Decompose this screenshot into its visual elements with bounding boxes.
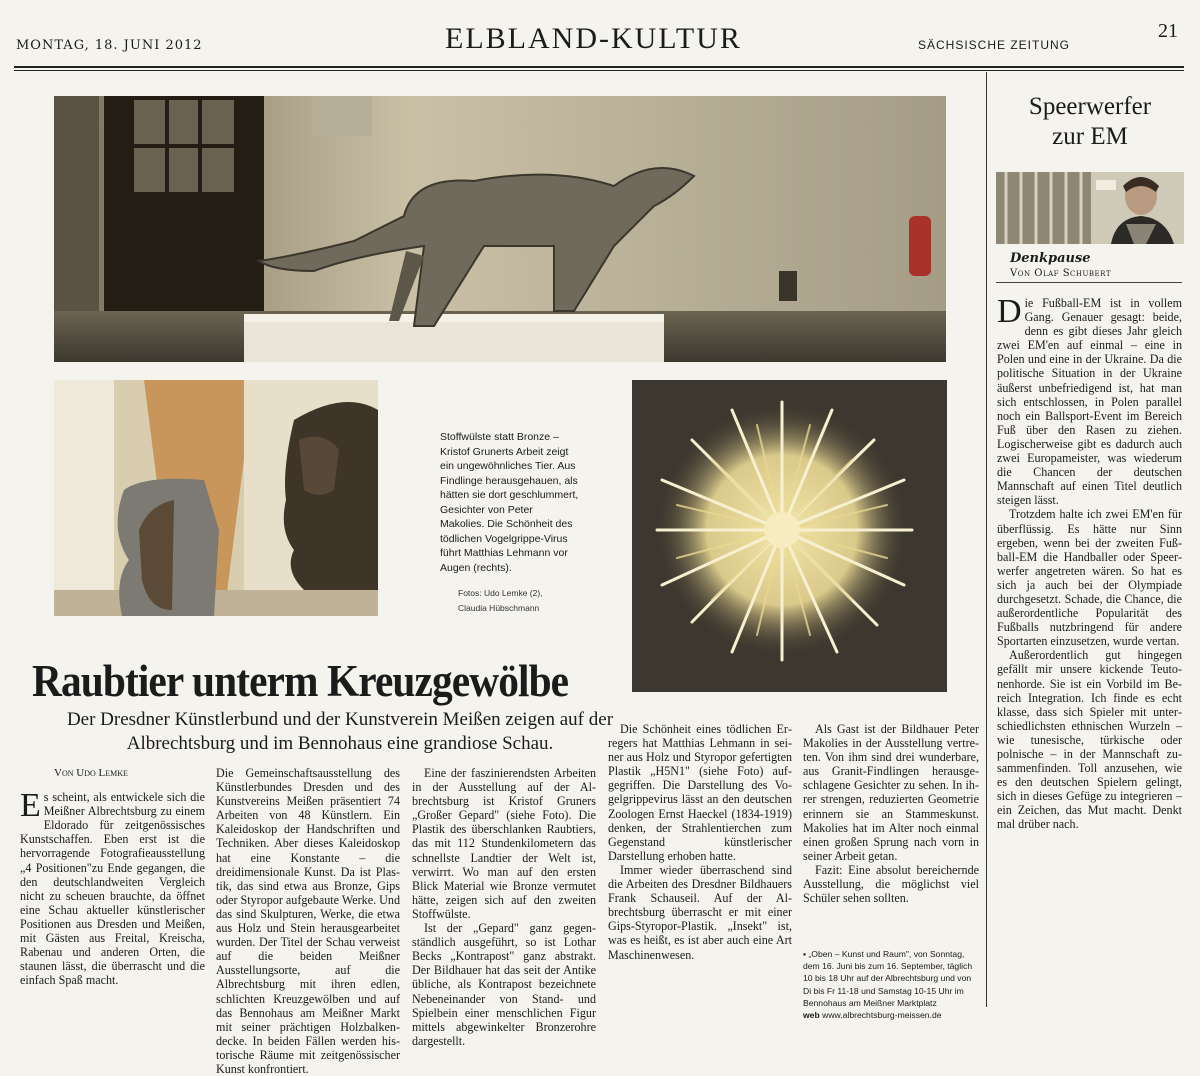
photo-caption: Stoffwülste statt Bronze – Kristof Grunerts Arbeit zeigt ein ungewöhnliches Tier. Aus Findlinge herausgehauen, als hätten sie dort geschlummert, Gesichter von Peter Makolies. Die Schönheit des tödlichen Vogelgrippe-Virus führt Matthias Lehmann vor Augen (rechts). — [440, 431, 579, 574]
sidebar-paragraph: Außerordentlich gut hingegen gefällt mir unsere kickende Teutonenhorde. Sie ist ein Vorbild im Bereich Integration. Ich finde es echt klasse, dass sich Spieler mit unterschiedlichsten ethnischen Wurzeln – wie tunesische, türkische oder polnische – in der Mannschaft zusammenfinden. Toll anzusehen, wie es den deutschen Spielern gelingt, sich in dieses Gefüge zu integrieren – ein Zeichen, das Mut macht. Denkt mal drüber nach. — [997, 648, 1182, 832]
issue-date: MONTAG, 18. JUNI 2012 — [16, 38, 203, 53]
article-column-2 — [216, 766, 400, 1076]
section-title: ELBLAND-KULTUR — [445, 22, 742, 55]
column-kicker: Denkpause — [1010, 251, 1091, 266]
article-column-5 — [803, 722, 979, 905]
masthead-rule-thin — [14, 70, 1184, 71]
sidebar-paragraph: Trotzdem halte ich zwei EM'en für überflüssig. Es hätte nur Sinn ergeben, wenn bei der zweiten Fußball-EM die Handballer oder Speerwerfer angetreten wären. So hat es sich ja auch bei der Olympiade durchgesetzt. Schade, die Chance, die außerordentliche Popularität des Fußballs nutzbringend für andere Sportarten einzusetzen, wurde vertan. — [997, 507, 1182, 649]
article-paragraph: Fazit: Eine absolut bereichernde Ausstellung, die möglichst viel Schüler sehen sollten. — [803, 862, 979, 906]
stone-heads-photo — [54, 380, 378, 616]
sidebar-rule — [996, 282, 1182, 283]
exhibition-dates: ▪ „Oben – Kunst und Raum", von Sonntag, dem 16. Juni bis zum 16. September, täglich 10 bis 18 Uhr auf der Albrechtsburg und von Di bis Fr 11-18 und Samstag 10-15 Uhr im Bennohaus am Meißner Marktplatz — [803, 949, 973, 1008]
virus-sculpture-photo — [632, 380, 947, 692]
sidebar-drop-cap: D — [997, 293, 1022, 330]
masthead-rule — [14, 66, 1184, 68]
exhibition-info — [803, 948, 978, 1021]
sidebar-title-line-1: Speerwerfer — [1028, 93, 1152, 120]
article-column-4 — [608, 722, 792, 962]
sidebar-title-line-2: zur EM — [1052, 123, 1128, 150]
article-column-1 — [20, 766, 205, 987]
article-paragraph: s scheint, als entwickele sich die Meißner Albrechtsburg zu einem Eldorado für zeitgenössisches Kunstschaffen. Eben erst ist die hervorragende Fotografieausstellung „4 Positionen"zu Ende gegangen, die den deutschlandweiten Vergleich nicht zu scheuen brauchte, da öffnet eine Schau aktueller künstlerischer Positionen aus Dresden und Meißen, mit Gästen aus Freital, Kreischa, Rabenau und anderen Orten, die staunen lässt, die überrascht und die einfach Spaß macht. — [20, 790, 205, 988]
sidebar-column — [997, 293, 1182, 832]
newspaper-name: SÄCHSISCHE ZEITUNG — [918, 38, 1071, 52]
web-link[interactable]: www.albrechtsburg-meissen.de — [822, 1010, 942, 1021]
article-paragraph: Eine der faszinierendsten Arbeiten in der Ausstellung auf der Albrechtsburg ist Kristof Gruners „Großer Gepard" (siehe Foto). Die Plastik des überschlanken Raubtiers, das mit 112 Stundenkilometern das schnellste Landtier der Welt ist, verwirrt. Wo man auf den ersten Blick Material wie Bronze vermutet hätte, zeigen sich auf den zweiten Stoffwülste. — [412, 766, 596, 921]
photo-credit-line-1: Fotos: Udo Lemke (2), — [458, 588, 543, 598]
drop-cap: E — [20, 787, 41, 825]
article-headline: Raubtier unterm Kreuzgewölbe — [32, 656, 569, 706]
sidebar-paragraph: ie Fußball-EM ist in vollem Gang. Genauer gesagt: beide, denn es gibt dieses Jahr gleich zwei EM'en auf einmal – eine in Polen und eine in der Ukraine. Da die politische Situation in der Ukraine äußerst unbefriedigend ist, hat man sich entschlossen, in Polen parallel noch ein Ballsport-Event im Bereich Fuß über den Rasen zu ziehen. Logischerweise gibt es dadurch auch zwei Europameister, was wiederum die Chancen der deutschen Mannschaft auf einen Titel deutlich steigen lässt. — [997, 296, 1182, 508]
article-subhead: Der Dresdner Künstlerbund und der Kunstverein Meißen zeigen auf der Albrechtsburg und im Bennohaus eine grandiose Schau. — [66, 709, 614, 754]
column-author: Von Olaf Schubert — [1010, 268, 1111, 279]
article-paragraph: Ist der „Gepard" ganz gegenständlich ausgeführt, so ist Lothar Becks „Kontrapost" ganz abstrakt. Der Bildhauer hat das seit der Antike übliche, als Kontrapost bezeichnete Nebeneinander von Stand- und Spielbein einer menschlichen Figur mittels abgewinkelter Bronzerohre dargestellt. — [412, 921, 596, 1048]
column-divider — [986, 72, 987, 1007]
cheetah-sculpture-photo — [54, 96, 946, 362]
article-author: Von Udo Lemke — [54, 767, 128, 779]
article-paragraph: Die Gemeinschaftsausstellung des Künstlerbundes Dresden und des Kunstvereins Meißen präsentiert 74 Arbeiten von 48 Künstlern. Ein Kaleidoskop der Handschriften und Techniken. Aber dieses Kaleidoskop hat eine Konstante – die dreidimensionale Kunst. Da ist Plastik, das sind etwa aus Bronze, Gips oder Styropor aufgebaute Werke. Und das sind Skulpturen, Werke, die etwa aus Holz und Stein herausgearbeitet wurden. Der Titel der Schau verweist auf die beiden Meißner Ausstellungsorte, auf die Albrechtsburg mit ihren edlen, schlichten Kreuzgewölben und auf das Bennohaus am Meißner Markt mit seiner prächtigen Holzbalkendecke. In beiden Fällen werden historische Räume mit zeitgenössischer Kunst konfrontiert. — [216, 766, 400, 1076]
columnist-portrait — [996, 172, 1184, 244]
photo-credit-line-2: Claudia Hübschmann — [458, 603, 540, 613]
article-paragraph: Die Schönheit eines tödlichen Erregers hat Matthias Lehmann in seiner aus Holz und Styropor gefertigten Plastik „H5N1" (siehe Foto) aufgegriffen. Die Darstellung des Vogelgrippevirus lässt an den deutschen Zoologen Ernst Haeckel (1834-1919) denken, der Strahlentierchen zum Gegenstand künstlerischer Darstellung erhoben hatte. — [608, 722, 792, 863]
photo-credit — [458, 586, 578, 616]
article-paragraph: Als Gast ist der Bildhauer Peter Makolies in der Ausstellung vertreten. Von ihm sind drei wunderbare, aus Granit-Findlingen herausgeschlagene Gesichter zu sehen. In ihrer strengen, reduzierten Geometrie erinnern sie an Stammeskunst. Makolies hat im Alter noch einmal einen großen Sprung nach vorn in seiner Arbeit getan. — [803, 722, 979, 863]
sidebar-title — [1000, 92, 1180, 152]
web-label: web — [803, 1010, 820, 1021]
article-column-3 — [412, 766, 596, 1048]
article-paragraph: Immer wieder überraschend sind die Arbeiten des Dresdner Bildhauers Frank Schauseil. Auf der Albrechtsburg überrascht er mit einer Gips-Styropor-Plastik. „Insekt" ist, was es heißt, es ist aber auch eine Art Maschinenwesen. — [608, 862, 792, 962]
page-number: 21 — [1158, 20, 1178, 42]
